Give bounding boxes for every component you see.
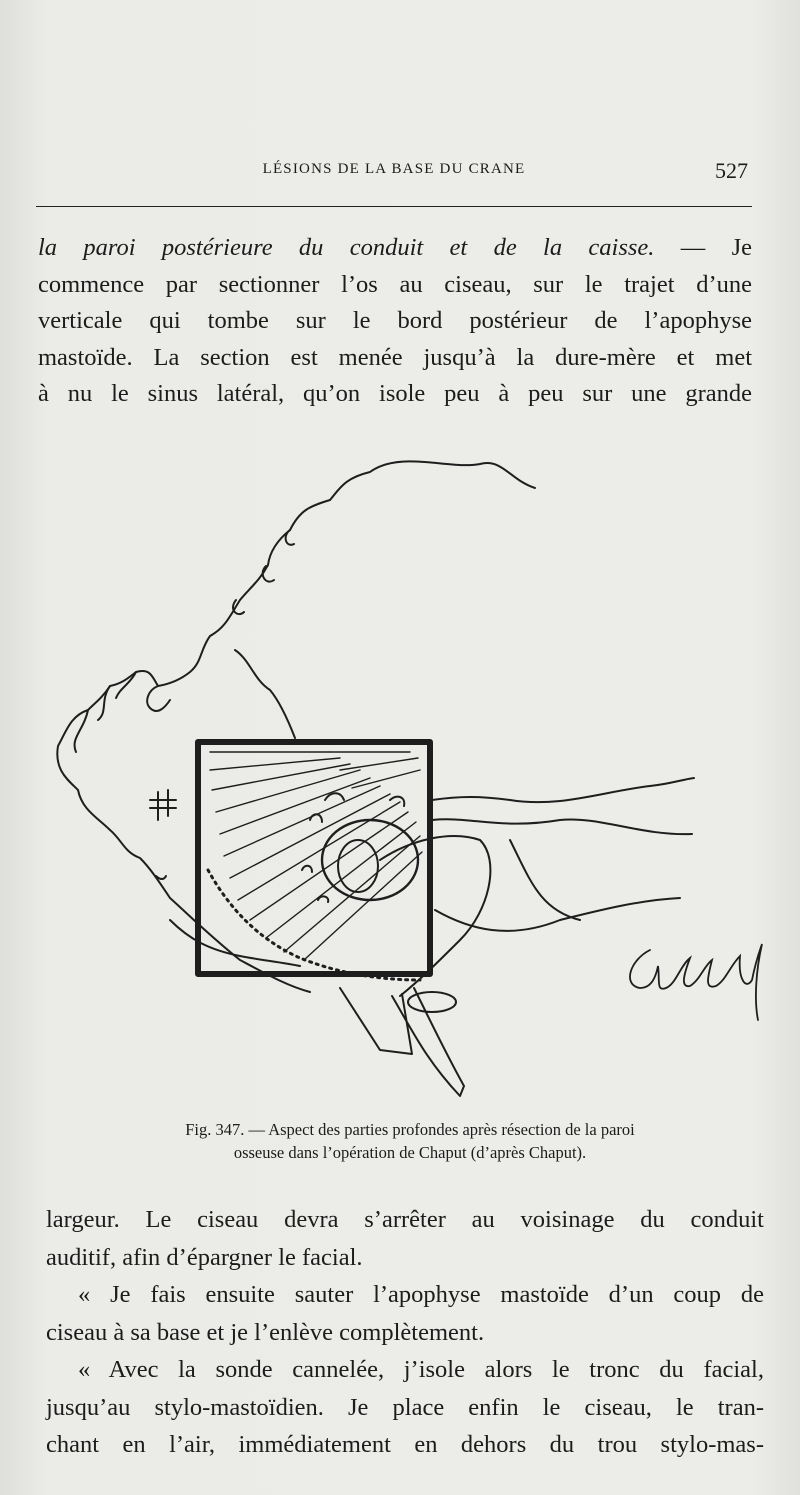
surgical-illustration bbox=[40, 440, 770, 1115]
illustration-drawing bbox=[40, 440, 770, 1115]
caption-line: osseuse dans l’opération de Chaput (d’après Chaput). bbox=[233, 1143, 587, 1162]
scalp-outline bbox=[57, 461, 535, 992]
bottom-paragraphs bbox=[46, 1201, 764, 1464]
dagger-mark bbox=[150, 790, 176, 820]
page-header bbox=[36, 158, 752, 188]
signature-drawing bbox=[630, 944, 762, 1020]
figure-caption bbox=[100, 1118, 720, 1164]
top-paragraph bbox=[38, 230, 752, 413]
text-line: largeur. Le ciseau devra s’arrêter au voisinage du conduit bbox=[46, 1206, 764, 1233]
text-line: « Je fais ensuite sauter l’apophyse mastoïde d’un coup de bbox=[78, 1281, 764, 1308]
chisel bbox=[340, 988, 464, 1096]
italic-heading: la paroi postérieure du conduit et de la caisse. bbox=[38, 234, 655, 261]
text-line: chant en l’air, immédiatement en dehors du trou stylo-mas- bbox=[46, 1431, 764, 1458]
text-line: auditif, afin d’épargner le facial. bbox=[46, 1243, 363, 1271]
caption-line: Fig. 347. — Aspect des parties profondes après résection de la paroi bbox=[185, 1120, 635, 1139]
retractor bbox=[432, 778, 694, 931]
text-line: « Avec la sonde cannelée, j’isole alors le tronc du facial, bbox=[78, 1356, 764, 1383]
text-fragment: — Je bbox=[654, 234, 752, 261]
text-line: commence par sectionner l’os au ciseau, sur le trajet d’une bbox=[38, 270, 752, 298]
hair-curls bbox=[75, 530, 294, 752]
hair-wave bbox=[235, 650, 295, 738]
text-line: à nu le sinus latéral, qu’on isole peu à peu sur une grande bbox=[38, 380, 752, 407]
text-line: mastoïde. La section est menée jusqu’à la dure-mère et met bbox=[38, 343, 752, 371]
text-line: jusqu’au stylo-mastoïdien. Je place enfin le ciseau, le tran- bbox=[46, 1393, 764, 1421]
page-number: 527 bbox=[715, 158, 748, 183]
text-line bbox=[38, 230, 752, 267]
text-line: ciseau à sa base et je l’enlève complètement. bbox=[46, 1318, 485, 1346]
header-rule bbox=[36, 206, 752, 207]
running-title: LÉSIONS DE LA BASE DU CRANE bbox=[262, 161, 526, 177]
text-line: verticale qui tombe sur le bord postérieur de l’apophyse bbox=[38, 307, 752, 334]
bone-rim bbox=[208, 870, 420, 980]
